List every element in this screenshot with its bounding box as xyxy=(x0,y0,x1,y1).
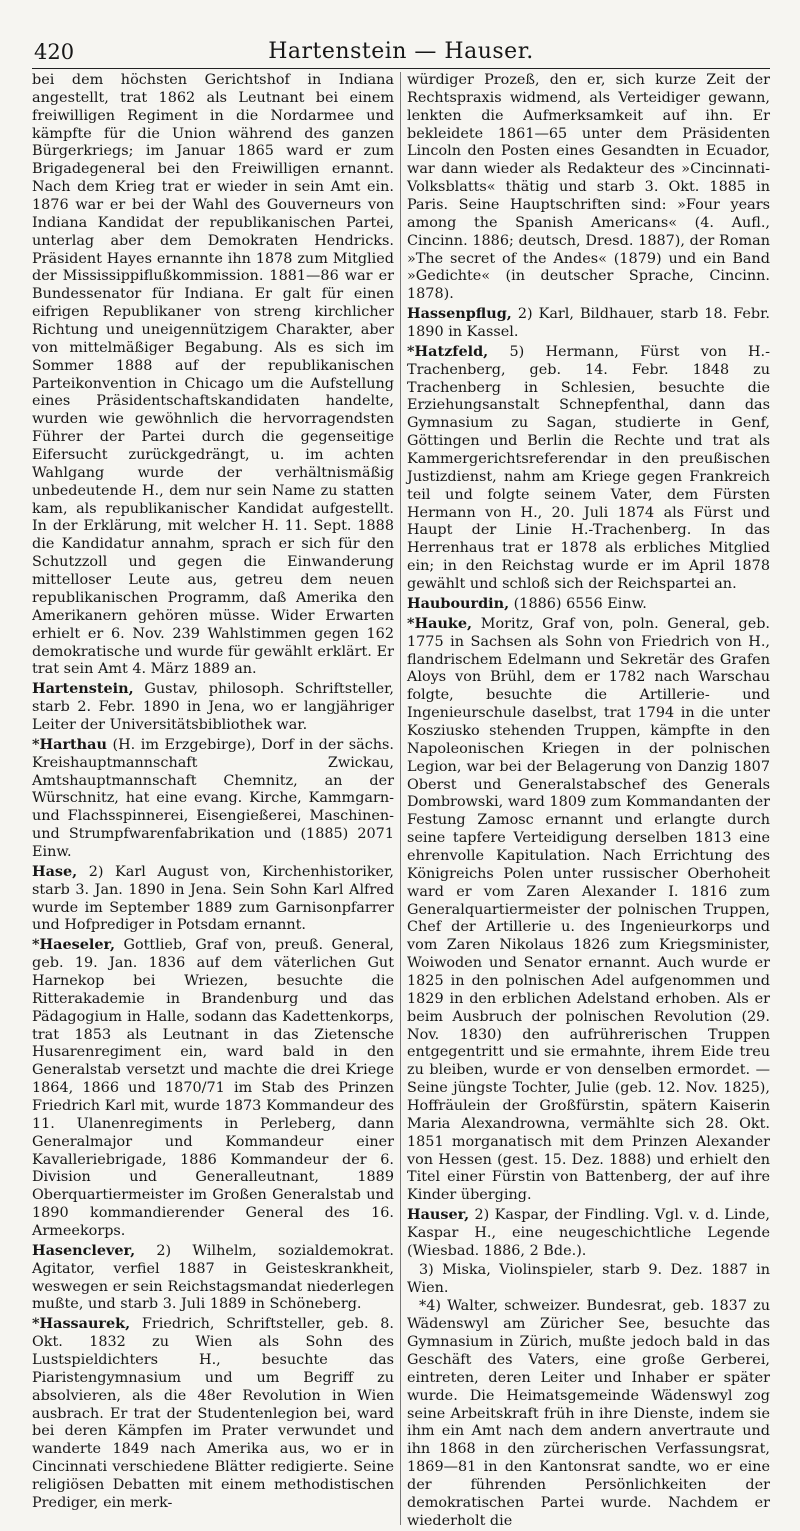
entry-headword: Hartenstein, xyxy=(32,680,134,698)
entry-text: 3) Miska, Violinspieler, starb 9. Dez. 1887 in Wien. xyxy=(407,1261,770,1296)
dictionary-entry xyxy=(407,1298,770,1530)
page-number: 420 xyxy=(34,40,75,64)
text-columns xyxy=(32,72,770,1529)
entry-text: 2) Wilhelm, sozialdemokrat. Agitator, verfiel 1887 in Geisteskrankheit, weswegen er sein Reichstagsmandat niederlegen mußte, und starb 3. Juli 1889 in Schöneberg. xyxy=(32,1242,394,1313)
dictionary-entry xyxy=(32,736,394,862)
right-column xyxy=(401,72,770,1529)
running-title: Hartenstein — Hauser. xyxy=(268,39,534,64)
entry-text: Moritz, Graf von, poln. General, geb. 1775 in Sachsen als Sohn von Friedrich von H., flandrischem Edelmann und Sekretär des Grafen Aloys von Brühl, dem er 1782 nach Warschau folgte, besuchte die Artillerie- und Ingenieurschule daselbst, trat 1794 in die unter Kosziusko stehenden Truppen, kämpfte in den Napoleonischen Kriegen in der polnischen Legion, war bei der Belagerung von Danzig 1807 Oberst und Generalstabschef des Generals Dombrowski, ward 1809 zum Kommandanten der Festung Zamosc ernannt und erlangte durch seine tapfere Verteidigung derselben 1813 eine ehrenvolle Kapitulation. Nach Errichtung des Königreichs Polen unter russischer Oberhoheit ward er vom Zaren Alexander I. 1816 zum Generalquartiermeister der polnischen Truppen, Chef der Artillerie u. des Ingenieurkorps und vom Zaren Nikolaus 1826 zum Kriegsminister, Woiwoden und Senator ernannt. Auch wurde er 1825 in den polnischen Adel aufgenommen und 1829 in den erblichen Adelstand erhoben. Als er beim Ausbruch der polnischen Revolution (29. Nov. 1830) den aufrührerischen Truppen entgegentritt und sie ermahnte, ihrem Eide treu zu bleiben, wurde er von denselben ermordet. — Seine jüngste Tochter, Julie (geb. 12. Nov. 1825), Hoffräulein der Großfürstin, spätern Kaiserin Maria Alexandrowna, vermählte sich 28. Okt. 1851 morganatisch mit dem Prinzen Alexander von Hessen (gest. 15. Dez. 1888) und erhielt den Titel einer Fürstin von Battenberg, der auf ihre Kinder überging. xyxy=(407,615,770,1204)
dictionary-entry xyxy=(32,936,394,1241)
entry-headword: *Haeseler, xyxy=(32,936,116,954)
dictionary-entry xyxy=(32,863,394,935)
entry-text: Gottlieb, Graf von, preuß. General, geb. 19. Jan. 1836 auf dem väterlichen Gut Harnekop bei Wriezen, besuchte die Ritterakademie in Brandenburg und das Pädagogium in Halle, sodann das Kadettenkorps, trat 1853 als Leutnant in das Zietensche Husarenregiment ein, ward bald in den Generalstab versetzt und machte die drei Kriege 1864, 1866 und 1870/71 im Stab des Prinzen Friedrich Karl mit, wurde 1873 Kommandeur des 11. Ulanenregiments in Perleberg, dann Generalmajor und Kommandeur einer Kavalleriebrigade, 1886 Kommandeur der 6. Division und Generalleutnant, 1889 Oberquartiermeister im Großen Generalstab und 1890 kommandierender General des 16. Armeekorps. xyxy=(32,937,394,1239)
entry-headword: Hase, xyxy=(32,862,78,880)
entry-text: 2) Kaspar, der Findling. Vgl. v. d. Linde, Kaspar H., eine neugeschichtliche Legende (Wiesbad. 1886, 2 Bde.). xyxy=(407,1207,770,1259)
entry-text: 2) Karl August von, Kirchenhistoriker, starb 3. Jan. 1890 in Jena. Sein Sohn Karl Alfred wurde im September 1889 zum Garnisonpfarrer und Hofprediger in Potsdam ernannt. xyxy=(32,863,394,934)
entry-text: 5) Hermann, Fürst von H.-Trachenberg, geb. 14. Febr. 1848 zu Trachenberg in Schlesien, besuchte die Erziehungsanstalt Schnepfenthal, dann das Gymnasium zu Sagan, studierte in Genf, Göttingen und Berlin die Rechte und trat als Kammergerichtsreferendar in den preußischen Justizdienst, nahm am Kriege gegen Frankreich teil und folgte seinem Vater, dem Fürsten Hermann von H., 20. Juli 1874 als Fürst und Haupt der Linie H.-Trachenberg. In das Herrenhaus trat er 1878 als erbliches Mitglied ein; in den Reichstag wurde er im April 1878 gewählt und schloß sich der Reichspartei an. xyxy=(407,343,770,593)
entry-headword: Haubourdin, xyxy=(407,594,510,612)
dictionary-entry xyxy=(407,1206,770,1261)
entry-text: bei dem höchsten Gerichtshof in Indiana angestellt, trat 1862 als Leutnant bei einem freiwilligen Regiment in die Nordarmee und kämpfte für die Union während des ganzen Bürgerkriegs; im Januar 1865 ward er zum Brigadegeneral bei den Freiwilligen ernannt. Nach dem Krieg trat er wieder in sein Amt ein. 1876 war er bei der Wahl des Gouverneurs von Indiana Kandidat der republikanischen Partei, unterlag aber dem Demokraten Hendricks. Präsident Hayes ernannte ihn 1878 zum Mitglied der Mississippiflußkommission. 1881—86 war er Bundessenator für Indiana. Er galt für einen eifrigen Republikaner von streng kirchlicher Richtung und uneigennützigem Charakter, aber von mittelmäßiger Begabung. Als es sich im Sommer 1888 auf der republikanischen Parteikonvention in Chicago um die Aufstellung eines Präsidentschaftskandidaten handelte, wurden wie gewöhnlich die hervorragendsten Führer der Partei durch die gegenseitige Eifersucht zurückgedrängt, u. im achten Wahlgang wurde der verhältnismäßig unbedeutende H., dem nur sein Name zu statten kam, als republikanischer Kandidat aufgestellt. In der Erklärung, mit welcher H. 11. Sept. 1888 die Kandidatur annahm, sprach er sich für den Schutzzoll und gegen die Einwanderung mittelloser Leute aus, getreu dem neuen republikanischen Programm, daß Amerika den Amerikanern gehören müsse. Wider Erwarten erhielt er 6. Nov. 239 Wahlstimmen gegen 162 demokratische und wurde für gewählt erklärt. Er trat sein Amt 4. März 1889 an. xyxy=(32,72,394,678)
entry-text: 2) Karl, Bildhauer, starb 18. Febr. 1890 in Kassel. xyxy=(407,306,770,341)
entry-text: *4) Walter, schweizer. Bundesrat, geb. 1837 zu Wädenswyl am Züricher See, besuchte das Gymnasium in Zürich, mußte jedoch bald in das Geschäft des Vaters, eine große Gerberei, eintreten, deren Leiter und Inhaber er später wurde. Die Heimatsgemeinde Wädenswyl zog seine Arbeitskraft früh in ihre Dienste, indem sie ihm ein Amt nach dem andern anvertraute und ihn 1868 in den zürcherischen Verfassungsrat, 1869—81 in den Kantonsrat sandte, wo er eine der führenden Persönlichkeiten der demokratischen Partei wurde. Nachdem er wiederholt die xyxy=(407,1298,770,1529)
dictionary-entry xyxy=(32,1315,394,1512)
entry-text: Friedrich, Schriftsteller, geb. 8. Okt. 1832 zu Wien als Sohn des Lustspieldichters H., besuchte das Piaristengymnasium und um Begriff zu absolvieren, als die 48er Revolution in Wien ausbrach. Er trat der Studentenlegion bei, ward bei deren Kämpfen im Prater verwundet und wanderte 1849 nach Amerika aus, wo er in Cincinnati verschiedene Blätter redigierte. Seine religiösen Debatten mit einem methodistischen Prediger, ein merk- xyxy=(32,1316,394,1511)
dictionary-entry xyxy=(407,343,770,594)
page-header xyxy=(32,38,770,69)
entry-text: Gustav, philosoph. Schriftsteller, starb 2. Febr. 1890 in Jena, wo er langjähriger Leiter der Universitätsbibliothek war. xyxy=(32,681,394,733)
entry-text: (1886) 6556 Einw. xyxy=(509,595,647,612)
dictionary-entry xyxy=(407,305,770,342)
entry-headword: *Hauke, xyxy=(407,614,473,632)
entry-text: würdiger Prozeß, den er, sich kurze Zeit der Rechtspraxis widmend, als Verteidiger gewann, lenkten die Aufmerksamkeit auf ihn. Er bekleidete 1861—65 unter dem Präsidenten Lincoln den Posten eines Gesandten in Ecuador, war dann wieder als Redakteur des »Cincinnati-Volksblatts« thätig und starb 3. Okt. 1885 in Paris. Seine Hauptschriften sind: »Four years among the Spanish Americans« (4. Aufl., Cincinn. 1886; deutsch, Dresd. 1887), der Roman »The secret of the Andes« (1879) und ein Band »Gedichte« (in deutscher Sprache, Cincinn. 1878). xyxy=(407,72,770,303)
entry-headword: Hauser, xyxy=(407,1206,470,1224)
entry-headword: Hasenclever, xyxy=(32,1241,136,1259)
dictionary-entry xyxy=(407,72,770,304)
dictionary-entry xyxy=(407,615,770,1205)
entry-headword: Hassenpflug, xyxy=(407,305,512,323)
dictionary-entry xyxy=(407,1262,770,1298)
dictionary-entry xyxy=(32,1242,394,1314)
entry-headword: *Hassaurek, xyxy=(32,1315,131,1333)
entry-headword: *Hatzfeld, xyxy=(407,342,489,360)
entry-text: (H. im Erzgebirge), Dorf in der sächs. Kreishauptmannschaft Zwickau, Amtshauptmannschaft Chemnitz, an der Würschnitz, hat eine evang. Kirche, Kammgarn- und Flachsspinnerei, Eisengießerei, Maschinen- und Strumpfwarenfabrikation und (1885) 2071 Einw. xyxy=(32,736,394,860)
dictionary-entry xyxy=(32,680,394,735)
left-column xyxy=(32,72,401,1525)
dictionary-entry xyxy=(407,595,770,614)
entry-headword: *Harthau xyxy=(32,735,107,753)
dictionary-entry xyxy=(32,72,394,679)
